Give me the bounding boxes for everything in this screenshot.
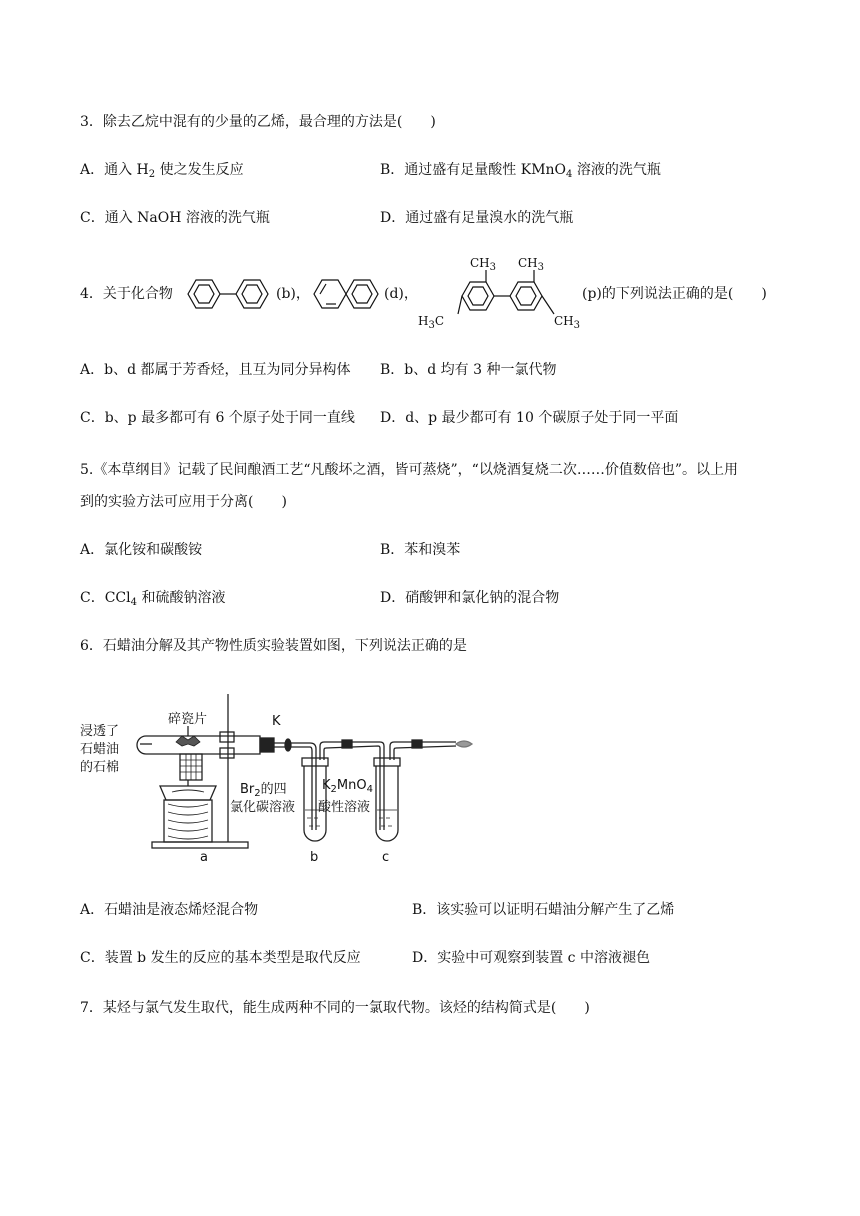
ch3-text: CH bbox=[518, 256, 538, 270]
fig-label-porcelain: 碎瓷片 bbox=[168, 712, 208, 727]
q6-option-b: B．该实验可以证明石蜡油分解产生了乙烯 bbox=[412, 902, 675, 918]
q3-option-d: D．通过盛有足量溴水的洗气瓶 bbox=[380, 210, 574, 226]
h3c-c: C bbox=[434, 314, 445, 328]
kmno4-sub1: 2 bbox=[330, 784, 337, 795]
q3-option-b-sub: 4 bbox=[566, 169, 573, 180]
q4-stem: 4．关于化合物 bbox=[80, 286, 173, 302]
q6-option-a: A．石蜡油是液态烯烃混合物 bbox=[80, 902, 259, 918]
fig-label-kmno4-line2: 酸性溶液 bbox=[318, 800, 371, 815]
apparatus-drawing-icon bbox=[80, 680, 480, 870]
naphthalene-structure-icon bbox=[308, 270, 386, 318]
fig-label-soaked-line1: 浸透了 bbox=[80, 724, 120, 739]
kmno4-mno: MnO bbox=[336, 778, 367, 793]
q3-option-b bbox=[380, 160, 661, 180]
q3-option-b-text: B．通过盛有足量酸性 KMnO bbox=[380, 162, 567, 178]
q4-label-b: (b)， bbox=[276, 286, 310, 302]
q3-option-a-sub: 2 bbox=[148, 169, 156, 180]
fig-label-soaked-line3: 的石棉 bbox=[80, 760, 120, 775]
br2-text: Br bbox=[240, 782, 255, 797]
fig-label-br2-line2: 氯化碳溶液 bbox=[230, 800, 296, 815]
fig-label-br2 bbox=[240, 778, 287, 797]
fig-label-kmno4 bbox=[322, 778, 373, 793]
fig-label-a: a bbox=[200, 850, 208, 865]
q4-h3c-bottom-left bbox=[418, 314, 445, 331]
q4-option-a: A．b、d 都属于芳香烃，且互为同分异构体 bbox=[80, 362, 351, 378]
h3c-sub: 3 bbox=[428, 320, 435, 331]
ch3-sub: 3 bbox=[537, 262, 545, 273]
q6-stem: 6．石蜡油分解及其产物性质实验装置如图，下列说法正确的是 bbox=[80, 638, 467, 654]
q5-option-c-sub: 4 bbox=[130, 597, 137, 608]
kmno4-k: K bbox=[322, 778, 331, 793]
br2-sub: 2 bbox=[254, 788, 261, 799]
biphenyl-structure-icon bbox=[180, 270, 276, 318]
fig-label-k: K bbox=[272, 714, 281, 729]
q4-option-c: C．b、p 最多都可有 6 个原子处于同一直线 bbox=[80, 410, 355, 426]
q4-option-d: D．d、p 最少都可有 10 个碳原子处于同一平面 bbox=[380, 410, 679, 426]
ch3-text: CH bbox=[470, 256, 490, 270]
q3-stem: 3．除去乙烷中混有的少量的乙烯，最合理的方法是( ) bbox=[80, 114, 436, 130]
q4-ch3-bottom-right bbox=[554, 314, 581, 331]
q6-option-c: C．装置 b 发生的反应的基本类型是取代反应 bbox=[80, 950, 361, 966]
q6-option-d: D．实验中可观察到装置 c 中溶液褪色 bbox=[412, 950, 650, 966]
fig-label-c: c bbox=[382, 850, 390, 865]
kmno4-sub2: 4 bbox=[366, 784, 373, 795]
apparatus-figure bbox=[80, 680, 480, 870]
br2-text2: 的四 bbox=[260, 782, 287, 797]
q3-option-a bbox=[80, 160, 244, 180]
q7-stem: 7．某烃与氯气发生取代，能生成两种不同的一氯取代物。该烃的结构简式是( ) bbox=[80, 1000, 590, 1016]
ch3-sub: 3 bbox=[573, 320, 581, 331]
h3c-text: H bbox=[418, 314, 429, 328]
q4-label-d: (d)， bbox=[384, 286, 418, 302]
q5-option-c bbox=[80, 588, 225, 608]
q3-option-a-text2: 使之发生反应 bbox=[155, 162, 244, 178]
q5-option-c-text: C．CCl bbox=[80, 590, 131, 606]
ch3-text: CH bbox=[554, 314, 574, 328]
q5-option-d: D．硝酸钾和氯化钠的混合物 bbox=[380, 590, 560, 606]
q3-option-a-text: A．通入 H bbox=[80, 162, 149, 178]
q5-option-a: A．氯化铵和碳酸铵 bbox=[80, 542, 203, 558]
ch3-sub: 3 bbox=[489, 262, 497, 273]
q4-ch3-top-right bbox=[518, 256, 545, 273]
q3-option-b-text2: 溶液的洗气瓶 bbox=[572, 162, 661, 178]
q4-ch3-top-left bbox=[470, 256, 497, 273]
q3-option-c: C．通入 NaOH 溶液的洗气瓶 bbox=[80, 210, 270, 226]
q4-option-b: B．b、d 均有 3 种一氯代物 bbox=[380, 362, 557, 378]
q5-option-c-text2: 和硫酸钠溶液 bbox=[137, 590, 226, 606]
q5-option-b: B．苯和溴苯 bbox=[380, 542, 461, 558]
q5-stem-line1: 5.《本草纲目》记载了民间酿酒工艺“凡酸坏之酒，皆可蒸烧”，“以烧酒复烧二次……价值数倍也”。以上用 bbox=[80, 462, 738, 478]
q4-label-p: (p)的下列说法正确的是( ) bbox=[582, 286, 767, 302]
fig-label-soaked-line2: 石蜡油 bbox=[80, 742, 120, 757]
fig-label-b: b bbox=[310, 850, 319, 865]
q5-stem-line2: 到的实验方法可应用于分离( ) bbox=[80, 494, 287, 510]
